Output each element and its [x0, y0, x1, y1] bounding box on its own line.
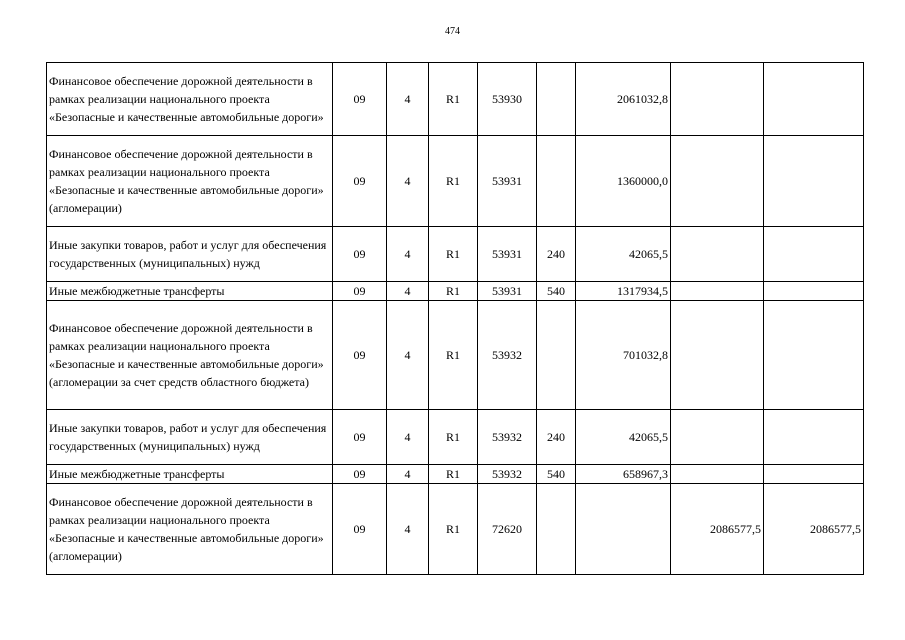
section-cell: 09 — [333, 465, 387, 484]
sum2-cell: 2086577,5 — [671, 484, 764, 575]
section-cell: 09 — [333, 282, 387, 301]
table-row — [47, 410, 864, 465]
sum1-cell: 2061032,8 — [576, 63, 671, 136]
subsection-cell: 4 — [387, 136, 429, 227]
expense-type-cell: 240 — [537, 410, 576, 465]
expense-type-cell: 240 — [537, 227, 576, 282]
sum3-cell: 2086577,5 — [764, 484, 864, 575]
budget-table — [46, 62, 864, 575]
sum3-cell — [764, 410, 864, 465]
sum2-cell — [671, 465, 764, 484]
sum3-cell — [764, 465, 864, 484]
page-number: 474 — [445, 26, 460, 37]
program-cell: R1 — [429, 227, 478, 282]
code-cell: 53931 — [478, 136, 537, 227]
expense-name-cell: Иные закупки товаров, работ и услуг для обеспечения государственных (муниципальных) нужд — [47, 227, 333, 282]
sum3-cell — [764, 227, 864, 282]
sum2-cell — [671, 136, 764, 227]
expense-type-cell — [537, 63, 576, 136]
program-cell: R1 — [429, 63, 478, 136]
sum1-cell — [576, 484, 671, 575]
sum1-cell: 701032,8 — [576, 301, 671, 410]
section-cell: 09 — [333, 227, 387, 282]
table-row — [47, 301, 864, 410]
expense-type-cell — [537, 301, 576, 410]
section-cell: 09 — [333, 136, 387, 227]
section-cell: 09 — [333, 410, 387, 465]
section-cell: 09 — [333, 301, 387, 410]
sum1-cell: 42065,5 — [576, 410, 671, 465]
code-cell: 53931 — [478, 282, 537, 301]
expense-type-cell: 540 — [537, 282, 576, 301]
expense-name-cell: Финансовое обеспечение дорожной деятельности в рамках реализации национального проекта «Безопасные и качественные автомобильные дороги» (агломерации) — [47, 136, 333, 227]
sum1-cell: 1317934,5 — [576, 282, 671, 301]
sum2-cell — [671, 63, 764, 136]
table-row — [47, 282, 864, 301]
subsection-cell: 4 — [387, 63, 429, 136]
expense-name-cell: Финансовое обеспечение дорожной деятельности в рамках реализации национального проекта «Безопасные и качественные автомобильные дороги» (агломерации) — [47, 484, 333, 575]
code-cell: 53932 — [478, 465, 537, 484]
sum1-cell: 1360000,0 — [576, 136, 671, 227]
subsection-cell: 4 — [387, 227, 429, 282]
sum3-cell — [764, 282, 864, 301]
table-row — [47, 63, 864, 136]
sum2-cell — [671, 301, 764, 410]
sum3-cell — [764, 63, 864, 136]
expense-name-cell: Иные межбюджетные трансферты — [47, 465, 333, 484]
subsection-cell: 4 — [387, 301, 429, 410]
sum3-cell — [764, 136, 864, 227]
sum3-cell — [764, 301, 864, 410]
sum1-cell: 42065,5 — [576, 227, 671, 282]
table-row — [47, 136, 864, 227]
sum1-cell: 658967,3 — [576, 465, 671, 484]
code-cell: 53932 — [478, 301, 537, 410]
table-row — [47, 227, 864, 282]
code-cell: 72620 — [478, 484, 537, 575]
sum2-cell — [671, 410, 764, 465]
code-cell: 53931 — [478, 227, 537, 282]
expense-name-cell: Финансовое обеспечение дорожной деятельности в рамках реализации национального проекта «Безопасные и качественные автомобильные дороги» — [47, 63, 333, 136]
sum2-cell — [671, 282, 764, 301]
program-cell: R1 — [429, 301, 478, 410]
section-cell: 09 — [333, 484, 387, 575]
program-cell: R1 — [429, 484, 478, 575]
expense-name-cell: Иные межбюджетные трансферты — [47, 282, 333, 301]
subsection-cell: 4 — [387, 282, 429, 301]
program-cell: R1 — [429, 410, 478, 465]
table-row — [47, 465, 864, 484]
sum2-cell — [671, 227, 764, 282]
program-cell: R1 — [429, 136, 478, 227]
expense-type-cell: 540 — [537, 465, 576, 484]
program-cell: R1 — [429, 282, 478, 301]
subsection-cell: 4 — [387, 465, 429, 484]
expense-name-cell: Иные закупки товаров, работ и услуг для обеспечения государственных (муниципальных) нужд — [47, 410, 333, 465]
code-cell: 53932 — [478, 410, 537, 465]
subsection-cell: 4 — [387, 410, 429, 465]
program-cell: R1 — [429, 465, 478, 484]
expense-type-cell — [537, 484, 576, 575]
expense-type-cell — [537, 136, 576, 227]
code-cell: 53930 — [478, 63, 537, 136]
expense-name-cell: Финансовое обеспечение дорожной деятельности в рамках реализации национального проекта «Безопасные и качественные автомобильные дороги» (агломерации за счет средств областного бюджета) — [47, 301, 333, 410]
subsection-cell: 4 — [387, 484, 429, 575]
section-cell: 09 — [333, 63, 387, 136]
table-row — [47, 484, 864, 575]
